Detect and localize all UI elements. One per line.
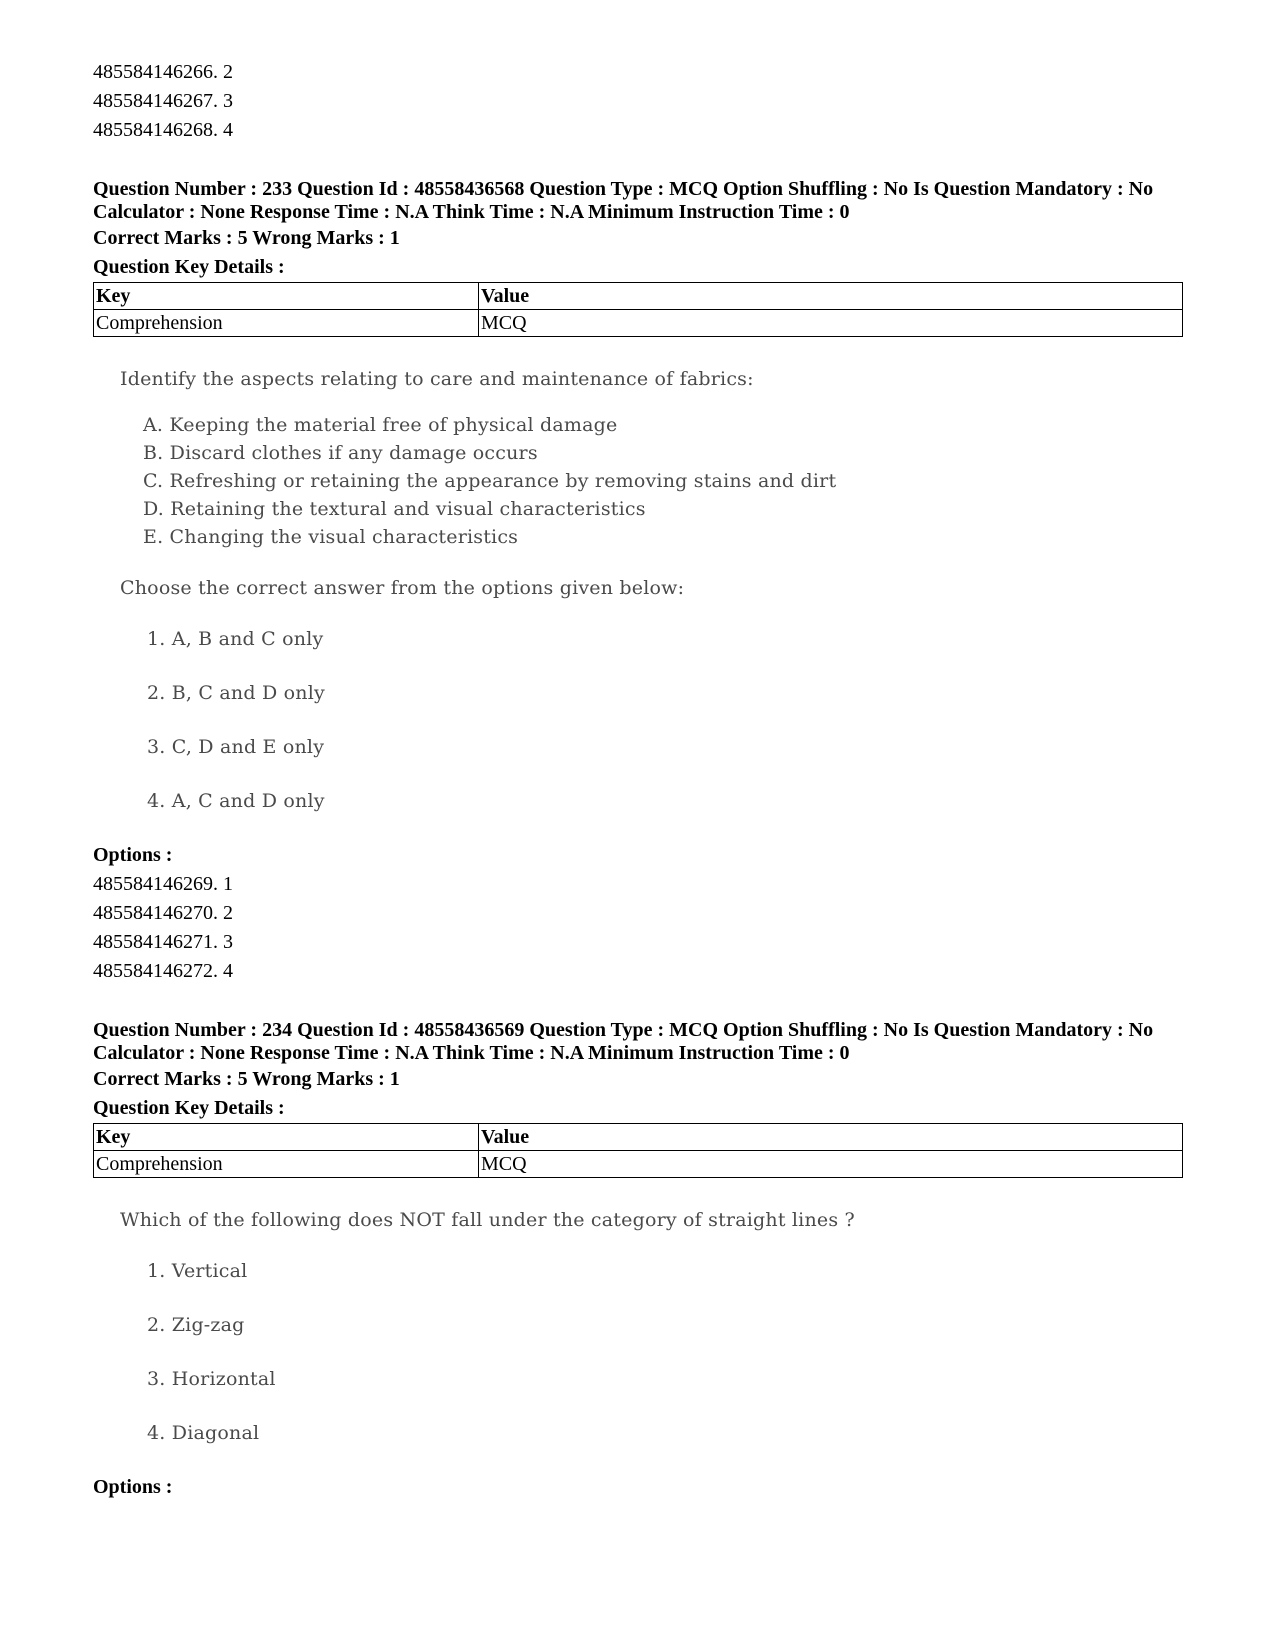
table-header-cell: Value xyxy=(479,1124,1183,1151)
statement-item: B. Discard clothes if any damage occurs xyxy=(143,442,538,464)
statement-list xyxy=(143,411,1183,551)
option-line: 485584146266. 2 xyxy=(93,61,233,83)
answer-item: 1. A, B and C only xyxy=(147,628,324,650)
table-header-row xyxy=(94,1124,1183,1151)
option-line: 485584146271. 3 xyxy=(93,931,233,953)
answer-item: 3. Horizontal xyxy=(147,1368,276,1390)
statement-item: D. Retaining the textural and visual characteristics xyxy=(143,498,646,520)
question-header: Question Number : 234 Question Id : 48558436569 Question Type : MCQ Option Shuffling : No Is Question Mandatory : No Calculator : None Response Time : N.A Think Time : N.A Minimum Instruction Time : 0 xyxy=(93,1019,1154,1064)
statement-item: E. Changing the visual characteristics xyxy=(143,526,519,548)
question-233 xyxy=(93,178,1183,986)
option-line: 485584146272. 4 xyxy=(93,960,233,982)
statement-item: C. Refreshing or retaining the appearance by removing stains and dirt xyxy=(143,470,837,492)
option-line: 485584146267. 3 xyxy=(93,90,233,112)
answer-item: 2. B, C and D only xyxy=(147,682,325,704)
option-list xyxy=(93,870,1183,986)
answer-item: 4. A, C and D only xyxy=(147,790,325,812)
table-cell: Comprehension xyxy=(94,1151,479,1178)
table-cell: MCQ xyxy=(479,310,1183,337)
table-row xyxy=(94,310,1183,337)
answer-item: 2. Zig-zag xyxy=(147,1314,245,1336)
answer-list xyxy=(147,625,1183,815)
table-header-cell: Key xyxy=(94,283,479,310)
question-text: Identify the aspects relating to care and maintenance of fabrics: xyxy=(120,368,754,390)
question-header: Question Number : 233 Question Id : 48558436568 Question Type : MCQ Option Shuffling : No Is Question Mandatory : No Calculator : None Response Time : N.A Think Time : N.A Minimum Instruction Time : 0 xyxy=(93,178,1154,223)
table-cell: MCQ xyxy=(479,1151,1183,1178)
question-image xyxy=(93,1178,1183,1447)
table-header-row xyxy=(94,283,1183,310)
key-details-label: Question Key Details : xyxy=(93,1097,285,1119)
choose-instruction: Choose the correct answer from the options given below: xyxy=(120,577,685,599)
key-details-label: Question Key Details : xyxy=(93,256,285,278)
key-details-table xyxy=(93,282,1183,337)
option-line: 485584146269. 1 xyxy=(93,873,233,895)
table-cell: Comprehension xyxy=(94,310,479,337)
answer-item: 3. C, D and E only xyxy=(147,736,325,758)
answer-list xyxy=(147,1257,1183,1447)
document-page xyxy=(93,58,1183,1502)
marks-line: Correct Marks : 5 Wrong Marks : 1 xyxy=(93,227,400,249)
option-line: 485584146268. 4 xyxy=(93,119,233,141)
table-row xyxy=(94,1151,1183,1178)
question-image xyxy=(93,337,1183,815)
question-text: Which of the following does NOT fall under the category of straight lines ? xyxy=(120,1209,855,1231)
key-details-table xyxy=(93,1123,1183,1178)
options-label: Options : xyxy=(93,1476,173,1498)
answer-item: 1. Vertical xyxy=(147,1260,248,1282)
marks-line: Correct Marks : 5 Wrong Marks : 1 xyxy=(93,1068,400,1090)
table-header-cell: Value xyxy=(479,283,1183,310)
answer-item: 4. Diagonal xyxy=(147,1422,260,1444)
question-234 xyxy=(93,1019,1183,1502)
previous-question-options xyxy=(93,58,1183,145)
options-label: Options : xyxy=(93,844,173,866)
option-line: 485584146270. 2 xyxy=(93,902,233,924)
statement-item: A. Keeping the material free of physical damage xyxy=(143,414,618,436)
table-header-cell: Key xyxy=(94,1124,479,1151)
